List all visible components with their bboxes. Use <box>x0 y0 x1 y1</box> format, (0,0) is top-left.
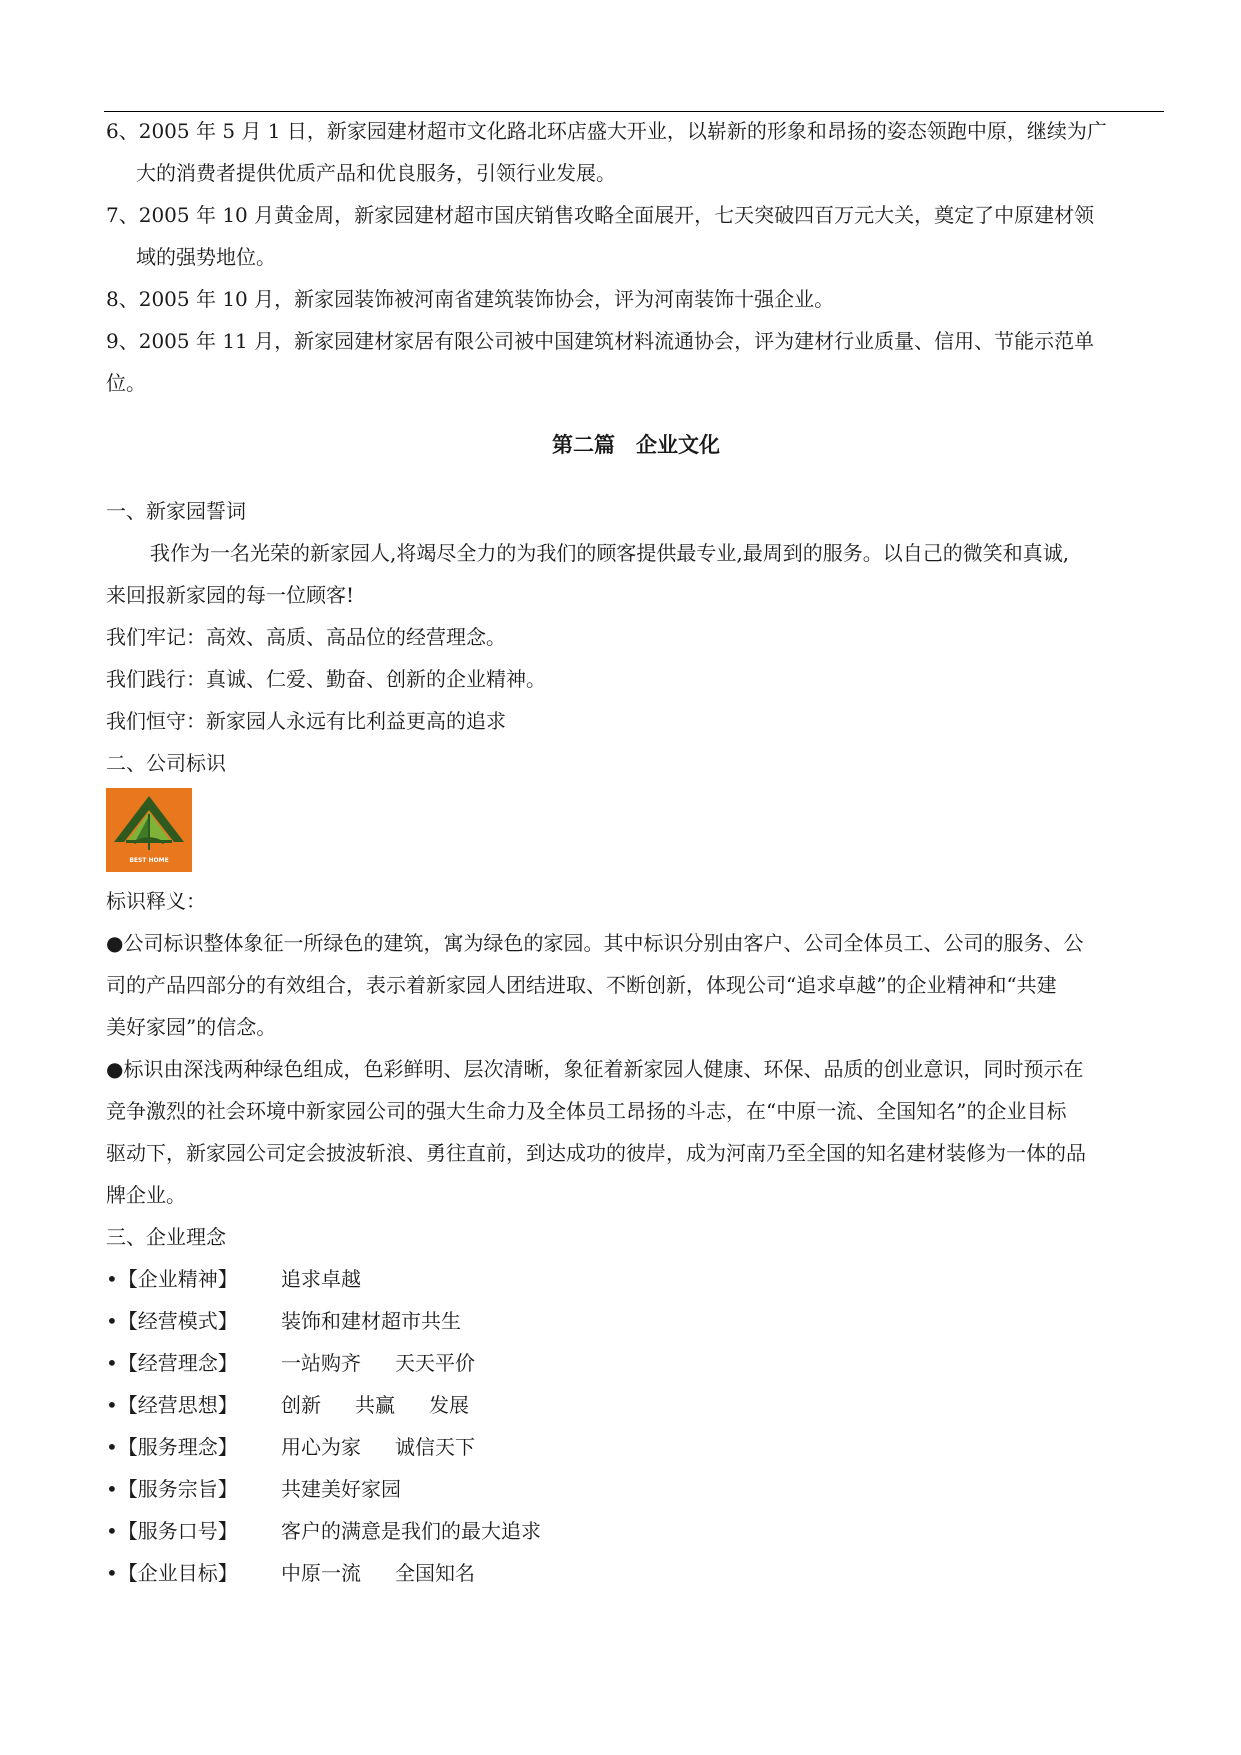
logo-bullet2-line4: 牌企业。 <box>106 1183 186 1207</box>
philosophy-values <box>281 1552 509 1594</box>
history-item-7-line2: 域的强势地位。 <box>136 245 276 269</box>
history-item-8 <box>106 278 1166 320</box>
philosophy-value: 共建美好家园 <box>281 1477 401 1501</box>
philosophy-row <box>106 1468 1166 1510</box>
philosophy-row <box>106 1384 1166 1426</box>
best-home-logo-icon <box>106 788 192 872</box>
oath-remember: 我们牢记：高效、高质、高品位的经营理念。 <box>106 625 506 649</box>
philosophy-value: 装饰和建材超市共生 <box>281 1309 461 1333</box>
philosophy-values <box>281 1300 495 1342</box>
philosophy-value: 用心为家 <box>281 1435 361 1459</box>
logo-bullet1-line1: ●公司标识整体象征一所绿色的建筑，寓为绿色的家园。其中标识分别由客户、公司全体员工、公司的服务、公 <box>106 931 1084 955</box>
oath-practice: 我们践行：真诚、仁爱、勤奋、创新的企业精神。 <box>106 667 546 691</box>
philosophy-row <box>106 1426 1166 1468</box>
philosophy-key: •【服务宗旨】 <box>106 1477 238 1501</box>
history-item-6-line1: 6、2005 年 5 月 1 日，新家园建材超市文化路北环店盛大开业，以崭新的形象和昂扬的姿态领跑中原，继续为广 <box>106 119 1107 143</box>
philosophy-value: 共赢 <box>355 1393 395 1417</box>
oath-keep: 我们恒守：新家园人永远有比利益更高的追求 <box>106 709 506 733</box>
history-item-7-line1: 7、2005 年 10 月黄金周，新家园建材超市国庆销售攻略全面展开，七天突破四百万元大关，奠定了中原建材领 <box>106 203 1095 227</box>
history-item-7 <box>106 194 1166 278</box>
philosophy-heading: 三、企业理念 <box>106 1225 226 1249</box>
oath-paragraph-line2: 来回报新家园的每一位顾客! <box>106 583 355 607</box>
philosophy-key: •【企业精神】 <box>106 1267 238 1291</box>
philosophy-value: 诚信天下 <box>395 1435 475 1459</box>
document-body <box>106 110 1166 1594</box>
philosophy-row <box>106 1510 1166 1552</box>
philosophy-key: •【服务口号】 <box>106 1519 238 1543</box>
philosophy-value: 中原一流 <box>281 1561 361 1585</box>
logo-bullet2-line3: 驱动下，新家园公司定会披波斩浪、勇往直前，到达成功的彼岸，成为河南乃至全国的知名建材装修为一体的品 <box>106 1141 1086 1165</box>
philosophy-row <box>106 1258 1166 1300</box>
oath-paragraph-line1: 我作为一名光荣的新家园人,将竭尽全力的为我们的顾客提供最专业,最周到的服务。以自己的微笑和真诚, <box>150 541 1070 565</box>
philosophy-row <box>106 1342 1166 1384</box>
history-item-6 <box>106 110 1166 194</box>
history-item-9-line1: 9、2005 年 11 月，新家园建材家居有限公司被中国建筑材料流通协会，评为建材行业质量、信用、节能示范单 <box>106 329 1095 353</box>
company-logo <box>106 788 192 872</box>
philosophy-values <box>281 1468 435 1510</box>
logo-bullet2-line2: 竞争激烈的社会环境中新家园公司的强大生命力及全体员工昂扬的斗志，在“中原一流、全国知名”的企业目标 <box>106 1099 1067 1123</box>
philosophy-key: •【经营理念】 <box>106 1351 238 1375</box>
philosophy-values <box>281 1258 395 1300</box>
philosophy-value: 全国知名 <box>395 1561 475 1585</box>
philosophy-row <box>106 1300 1166 1342</box>
philosophy-key: •【经营思想】 <box>106 1393 238 1417</box>
philosophy-value: 发展 <box>429 1393 469 1417</box>
chapter-title: 第二篇 企业文化 <box>552 432 720 457</box>
logo-bullet1-line2: 司的产品四部分的有效组合，表示着新家园人团结进取、不断创新，体现公司“追求卓越”的企业精神和“共建 <box>106 973 1057 997</box>
logo-heading: 二、公司标识 <box>106 751 226 775</box>
philosophy-values <box>281 1510 575 1552</box>
philosophy-value: 追求卓越 <box>281 1267 361 1291</box>
philosophy-key: •【企业目标】 <box>106 1561 238 1585</box>
history-item-8-line1: 8、2005 年 10 月，新家园装饰被河南省建筑装饰协会，评为河南装饰十强企业。 <box>106 287 835 311</box>
logo-meaning-label: 标识释义： <box>106 889 206 913</box>
philosophy-key: •【服务理念】 <box>106 1435 238 1459</box>
philosophy-values <box>281 1342 509 1384</box>
history-item-9 <box>106 320 1166 404</box>
philosophy-key: •【经营模式】 <box>106 1309 238 1333</box>
history-item-9-line2: 位。 <box>106 371 146 395</box>
logo-bullet2-line1: ●标识由深浅两种绿色组成，色彩鲜明、层次清晰，象征着新家园人健康、环保、品质的创业意识，同时预示在 <box>106 1057 1084 1081</box>
philosophy-list <box>106 1258 1166 1594</box>
philosophy-value: 客户的满意是我们的最大追求 <box>281 1519 541 1543</box>
philosophy-value: 一站购齐 <box>281 1351 361 1375</box>
philosophy-values <box>281 1426 509 1468</box>
philosophy-value: 创新 <box>281 1393 321 1417</box>
logo-bullet1-line3: 美好家园”的信念。 <box>106 1015 277 1039</box>
logo-text: BEST HOME <box>129 857 169 864</box>
philosophy-values <box>281 1384 503 1426</box>
philosophy-row <box>106 1552 1166 1594</box>
philosophy-value: 天天平价 <box>395 1351 475 1375</box>
history-item-6-line2: 大的消费者提供优质产品和优良服务，引领行业发展。 <box>136 161 616 185</box>
oath-heading: 一、新家园誓词 <box>106 499 246 523</box>
